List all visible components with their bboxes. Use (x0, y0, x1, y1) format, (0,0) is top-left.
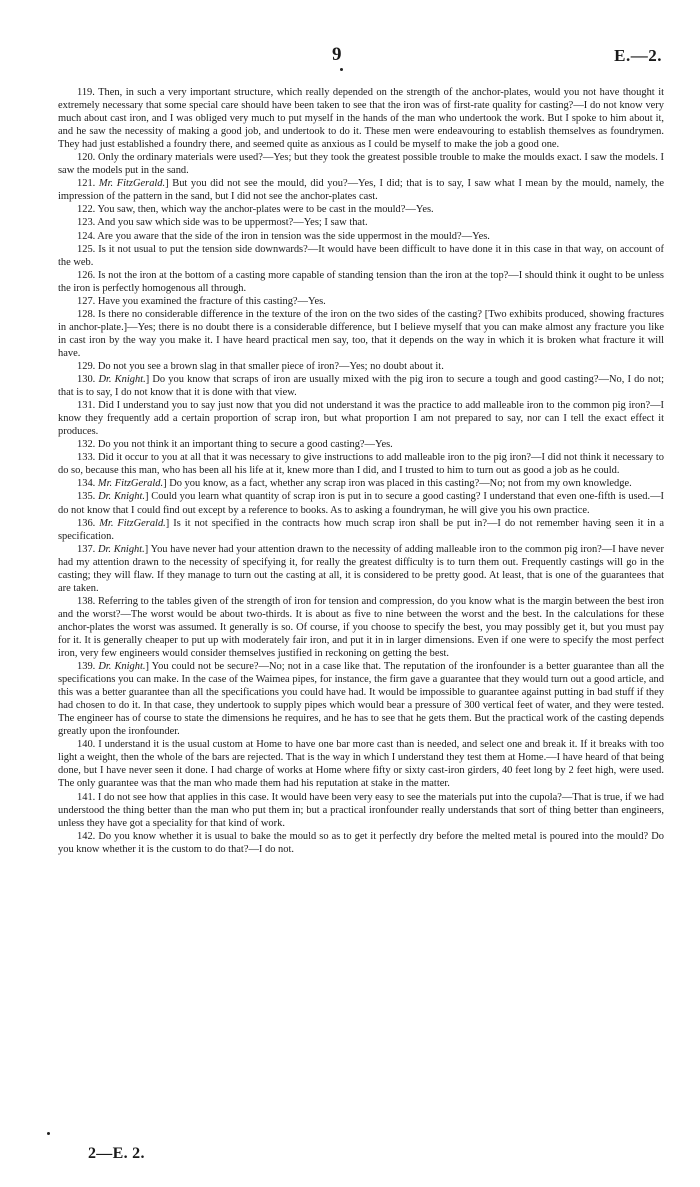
speaker-name: Mr. FitzGerald. (97, 478, 164, 490)
paragraph-text: ] You could not be secure?—No; not in a case like that. The reputation of the ironfounder is a better guarantee than all the specifications you can make. In the case of the Waimea pipes, for instance, the firm gave a guarantee that they would turn out a good article, and this was a better guarantee than all the specifications you could have had. It would be impossible to guarantee against putting in bad stuff if they had chosen to do it. In that case, they undertook to supply pipes which would bear a pressure of 300 vertical feet of water, and they were tested. The engineer has of course to state the dimensions he requires, and he has to see that he gets them. But the practical work of the casting depends greatly upon the ironfounder. (58, 661, 665, 738)
paragraph-text: ] Could you learn what quantity of scrap iron is put in to secure a good casting? I understand that even one-fifth is used.—I do not know that I could find out except by a reference to books. As to asking a foundryman, he will give you his own practice. (58, 491, 665, 516)
testimony-paragraph (58, 738, 664, 790)
paragraph-text: 140. I understand it is the usual custom at Home to have one bar more cast than is needed, and select one and break it. If it breaks with too light a weight, then the whole of the bars are rejected. That is the way in which I understand they test them at Home.—I have heard of that being done, but I have never seen it done. I had charge of works at Home where fifty or sixty cast-iron girders, 40 feet long by 2 feet high, were used. The only guarantee was that the man who made them had his reputation at stake in the matter. (58, 739, 664, 790)
testimony-paragraph (58, 543, 664, 595)
signature-mark: 2—E. 2. (88, 1145, 145, 1162)
paragraph-text: 128. Is there no considerable difference in the texture of the iron on the two sides of the casting? [Two exhibits produced, showing fractures in anchor-plate.]—Yes; there is no doubt there is a considerable difference, but I believe myself that you can make almost any fracture you like in cast iron by the way you make it. I have heard practical men say, too, that it depends on the way in which it is broken what fracture it will have. (58, 308, 664, 359)
testimony-paragraph (58, 295, 664, 308)
paragraph-text: 130. (77, 374, 99, 386)
testimony-paragraph (58, 203, 664, 216)
testimony-paragraph (58, 86, 664, 151)
paragraph-text: 132. Do you not think it an important thing to secure a good casting?—Yes. (77, 439, 393, 451)
testimony-paragraph (58, 517, 664, 543)
paragraph-text: ] But you did not see the mould, did you?—Yes, I did; that is to say, I saw what I mean by the mould, namely, the impression of the pattern in the sand, but I did not see the anchor-plates cast. (58, 178, 664, 203)
testimony-paragraph (58, 243, 664, 269)
speaker-name: Mr. FitzGerald. (98, 178, 166, 190)
speaker-name: Dr. Knight. (98, 374, 146, 386)
testimony-paragraph (58, 216, 664, 229)
paragraph-text: 121. (77, 178, 99, 190)
testimony-paragraph (58, 269, 664, 295)
paragraph-text: 127. Have you examined the fracture of this casting?—Yes. (77, 295, 326, 307)
paragraph-text: ] You have never had your attention drawn to the necessity of adding malleable iron to the common pig iron?—I have never had my attention drawn to the necessity of specifying it, for really the greatest difficulty is to turn them out. Frequently castings will go in the casting; they will flaw. If they manage to turn out the casting at all, it is considered to be pretty good. At least, that is one of the guarantees that are taken. (58, 543, 665, 594)
paragraph-text: ] Do you know, as a fact, whether any scrap iron was placed in this casting?—No; not from my own knowledge. (163, 478, 632, 490)
testimony-paragraph (58, 451, 664, 477)
testimony-paragraph (58, 373, 664, 399)
paragraph-text: 135. (77, 491, 99, 503)
paragraph-text: 142. Do you know whether it is usual to bake the mould so as to get it perfectly dry before the melted metal is poured into the mould? Do you know whether it is the custom to do that?—I do not. (58, 830, 664, 855)
paragraph-text: 126. Is not the iron at the bottom of a casting more capable of standing tension than the iron at the top?—I should think it ought to be unless the iron is perfectly homogenous all through. (58, 269, 664, 294)
speaker-name: Dr. Knight. (98, 491, 145, 503)
page-number: 9 (332, 44, 342, 65)
paragraph-text: 131. Did I understand you to say just now that you did not understand it was the practice to add malleable iron to the common pig iron?—I know they frequently add a certain proportion of scrap iron, but what proportion I am not prepared to say, nor can I tell the exact effect it produces. (58, 400, 664, 438)
paragraph-text: 124. Are you aware that the side of the iron in tension was the side uppermost in the mould?—Yes. (77, 230, 490, 242)
paragraph-text: 129. Do not you see a brown slag in that smaller piece of iron?—Yes; no doubt about it. (77, 360, 444, 372)
print-speck (340, 68, 343, 71)
testimony-paragraph (58, 490, 664, 516)
evidence-body (58, 86, 664, 856)
testimony-paragraph (58, 595, 664, 660)
paragraph-text: 141. I do not see how that applies in this case. It would have been very easy to see the materials put into the cupola?—That is true, if we had understood the thing better than the man who put them in; but a practical ironfounder really understands that sort of thing better than engineers, unless they have got a speciality for that kind of work. (58, 791, 664, 829)
testimony-paragraph (58, 477, 664, 490)
paragraph-text: 125. Is it not usual to put the tension side downwards?—It would have been difficult to have done it in this case in that way, on account of the web. (58, 243, 664, 268)
testimony-paragraph (58, 177, 664, 203)
testimony-paragraph (58, 230, 664, 243)
paragraph-text: 136. (77, 517, 100, 529)
paragraph-text: 119. Then, in such a very important structure, which really depended on the strength of the anchor-plates, would you not have thought it extremely necessary that some special care should have been taken to see that the iron was of first-rate quality for casting?—I do not know very much about cast iron, and I was obliged very much to put myself in the hands of the man who undertook the work. But I spoke to him about it, and he saw the necessity of making a good job, and undertook to do it. These men were endeavouring to establish themselves as foundrymen. They had just established a foundry there, and seemed quite as anxious as I could be myself to make the job a good one. (58, 87, 664, 151)
speaker-name: Dr. Knight. (97, 543, 145, 555)
testimony-paragraph (58, 308, 664, 360)
print-speck (47, 1132, 50, 1135)
testimony-paragraph (58, 151, 664, 177)
testimony-paragraph (58, 791, 664, 830)
paragraph-text: ] Is it not specified in the contracts how much scrap iron shall be put in?—I do not remember having seen it in a specification. (58, 517, 665, 542)
paragraph-text: 137. (77, 543, 98, 555)
paragraph-text: 120. Only the ordinary materials were used?—Yes; but they took the greatest possible trouble to make the moulds exact. I saw the models. I saw the models put in the sand. (58, 152, 664, 177)
testimony-paragraph (58, 438, 664, 451)
paragraph-text: 123. And you saw which side was to be uppermost?—Yes; I saw that. (77, 217, 368, 229)
testimony-paragraph (58, 830, 664, 856)
paragraph-text: 138. Referring to the tables given of the strength of iron for tension and compression, do you know what is the margin between the best iron and the worst?—The worst would be about two-thirds. It is about as five to nine between the worst and the best. In the calculations for these anchor-plates the worst was assumed. It generally is so. Of course, if you choose to specify the best, you may possibly get it, but you must pay for it. It is generally cheaper to put up with moderately fair iron, and put it in in larger dimensions. Even if one were to specify the most perfect iron, very few engineers would consider themselves justified in reckoning on getting the best. (58, 595, 664, 660)
paragraph-text: 122. You saw, then, which way the anchor-plates were to be cast in the mould?—Yes. (77, 204, 434, 216)
speaker-name: Dr. Knight. (98, 661, 146, 673)
document-code: E.—2. (614, 46, 662, 65)
paragraph-text: 133. Did it occur to you at all that it was necessary to give instructions to add malleable iron to the pig iron?—I did not think it necessary to do so, because this man, who has been all his life at it, knew more than I did, and I trusted to him to turn out as good a job as he could. (58, 452, 664, 477)
paragraph-text: 139. (77, 661, 99, 673)
testimony-paragraph (58, 360, 664, 373)
paragraph-text: 134. (77, 478, 98, 490)
testimony-paragraph (58, 399, 664, 438)
testimony-paragraph (58, 660, 664, 738)
speaker-name: Mr. FitzGerald. (99, 517, 166, 529)
paragraph-text: ] Do you know that scraps of iron are usually mixed with the pig iron to secure a tough and good casting?—No, I do not; that is to say, I do not know that it is done with that view. (58, 374, 665, 399)
